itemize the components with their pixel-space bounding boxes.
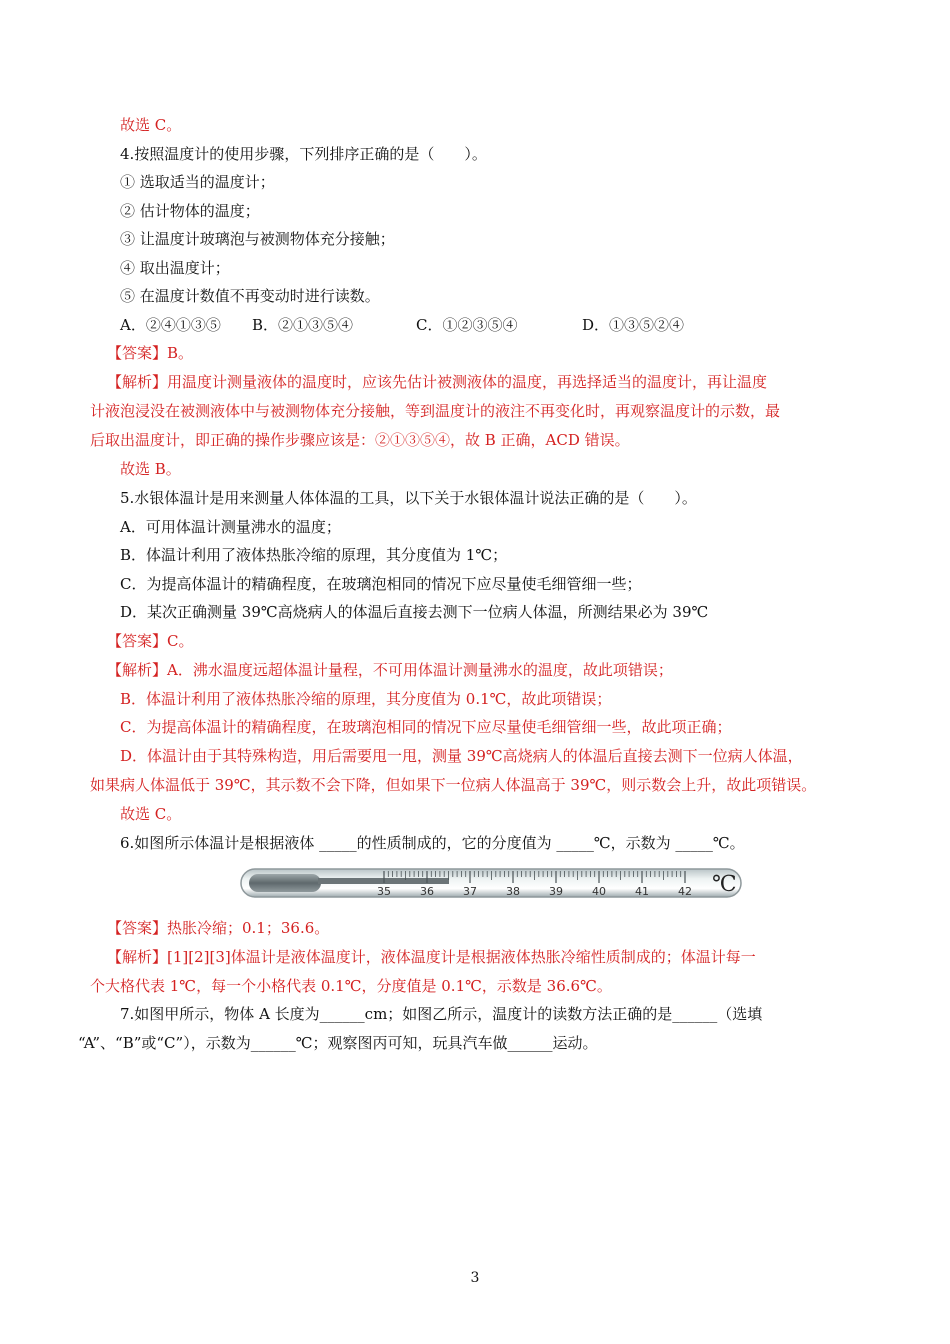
q5-option-d: D．某次正确测量 39℃高烧病人的体温后直接去测下一位病人体温，所测结果必为 39℃ xyxy=(120,603,709,621)
q5-option-b: B．体温计利用了液体热胀冷缩的原理，其分度值为 1℃； xyxy=(120,546,508,564)
q5-analysis-line-4: D．体温计由于其特殊构造，用后需要甩一甩，测量 39℃高烧病人的体温后直接去测下一位病人体温， xyxy=(120,747,803,765)
q4-option-c: C．①②③⑤④ xyxy=(416,316,518,334)
q4-option-b: B．②①③⑤④ xyxy=(252,316,354,334)
q4-select: 故选 B。 xyxy=(120,460,181,478)
q4-step-3: ③ 让温度计玻璃泡与被测物体充分接触； xyxy=(120,230,395,248)
q5-select: 故选 C。 xyxy=(120,805,182,823)
q4-analysis-line-1: 【解析】用温度计测量液体的温度时，应该先估计被测液体的温度，再选择适当的温度计，再让温度 xyxy=(107,373,768,391)
page-number: 3 xyxy=(470,1270,480,1286)
q6-analysis-line-2: 个大格代表 1℃，每一个小格代表 0.1℃，分度值是 0.1℃，示数是 36.6℃。 xyxy=(90,977,612,995)
q4-answer: 【答案】B。 xyxy=(107,344,194,362)
scale-label: 35 xyxy=(377,885,391,898)
q5-analysis-line-1: 【解析】A．沸水温度远超体温计量程，不可用体温计测量沸水的温度，故此项错误； xyxy=(107,661,673,679)
q7-question-line-2: “A”、“B”或“C”），示数为______℃；观察图丙可知，玩具汽车做______运动。 xyxy=(78,1034,598,1052)
q3-select: 故选 C。 xyxy=(120,116,182,134)
q5-option-c: C．为提高体温计的精确程度，在玻璃泡相同的情况下应尽量使毛细管细一些； xyxy=(120,575,642,593)
q6-analysis-line-1: 【解析】[1][2][3]体温计是液体温度计，液体温度计是根据液体热胀冷缩性质制成的；体温计每一 xyxy=(107,948,756,966)
q4-option-d: D．①③⑤②④ xyxy=(582,316,685,334)
q4-option-a: A．②④①③⑤ xyxy=(120,316,221,334)
q4-analysis-line-2: 计液泡浸没在被测液体中与被测物体充分接触，等到温度计的液注不再变化时，再观察温度计的示数，最 xyxy=(90,402,781,420)
q4-analysis-line-3: 后取出温度计，即正确的操作步骤应该是：②①③⑤④，故 B 正确，ACD 错误。 xyxy=(90,431,630,449)
q4-step-1: ① 选取适当的温度计； xyxy=(120,173,275,191)
scale-label: 36 xyxy=(420,885,434,898)
q4-step-2: ② 估计物体的温度； xyxy=(120,202,260,220)
scale-label: 37 xyxy=(463,885,477,898)
q5-question: 5.水银体温计是用来测量人体体温的工具，以下关于水银体温计说法正确的是（ ）。 xyxy=(120,489,697,507)
scale-label: 41 xyxy=(635,885,649,898)
thermometer-unit: ℃ xyxy=(712,872,737,897)
scale-label: 40 xyxy=(592,885,606,898)
q6-answer: 【答案】热胀冷缩；0.1；36.6。 xyxy=(107,919,330,937)
scale-label: 42 xyxy=(678,885,692,898)
q6-question: 6.如图所示体温计是根据液体 _____的性质制成的，它的分度值为 _____℃，示数为 _____℃。 xyxy=(120,834,745,852)
q4-step-4: ④ 取出温度计； xyxy=(120,259,230,277)
q4-step-5: ⑤ 在温度计数值不再变动时进行读数。 xyxy=(120,287,380,305)
q5-analysis-line-3: C．为提高体温计的精确程度，在玻璃泡相同的情况下应尽量使毛细管细一些，故此项正确； xyxy=(120,718,732,736)
q7-question-line-1: 7.如图甲所示，物体 A 长度为______cm；如图乙所示，温度计的读数方法正确的是______（选填 xyxy=(120,1005,763,1023)
thermometer-image xyxy=(240,863,745,903)
scale-label: 38 xyxy=(506,885,520,898)
q5-answer: 【答案】C。 xyxy=(107,632,194,650)
q4-question: 4.按照温度计的使用步骤，下列排序正确的是（ ）。 xyxy=(120,145,487,163)
q5-option-a: A．可用体温计测量沸水的温度； xyxy=(120,518,341,536)
scale-label: 39 xyxy=(549,885,563,898)
q5-analysis-line-5: 如果病人体温低于 39℃，其示数不会下降，但如果下一位病人体温高于 39℃，则示数会上升，故此项错误。 xyxy=(90,776,817,794)
q5-analysis-line-2: B．体温计利用了液体热胀冷缩的原理，其分度值为 0.1℃，故此项错误； xyxy=(120,690,612,708)
